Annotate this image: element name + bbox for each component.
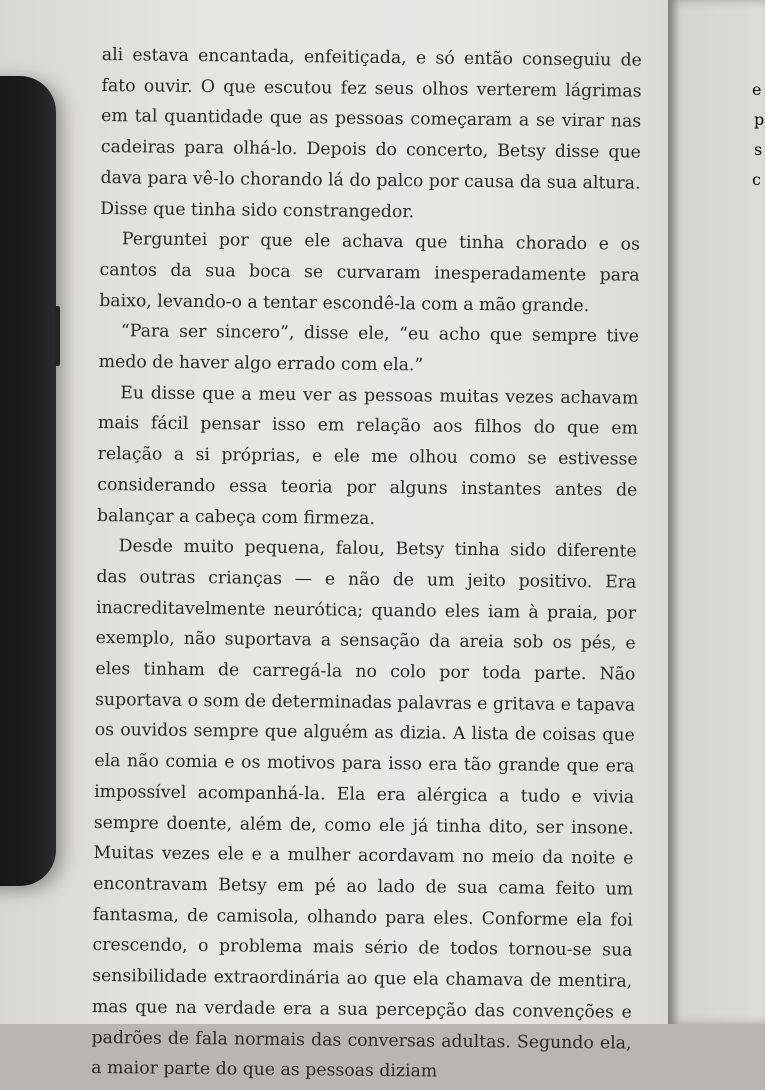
paragraph-5: Desde muito pequena, falou, Betsy tinha sido diferente das outras crianças — e não de um jeito positivo. Era inacreditavelmente neurótica; quando eles iam à praia, por exemplo, não suportava a sensação da areia sob os pés, e eles tinham de carregá-la no colo por toda parte. Não suportava o som de determinadas palavras e gritava e tapava os ouvidos sempre que alguém as dizia. A lista de coisas que ela não comia e os motivos para isso era tão grande que era impossível acompanhá-la. Ela era alérgica a tudo e vivia sempre doente, além de, como ele já tinha dito, ser insone. Muitas vezes ele e a mulher acordavam no meio da noite e encontravam Betsy em pé ao lado de sua cama feito um fantasma, de camisola, olhando para eles. Conforme ela foi crescendo, o problema mais sério de todos tornou-se sua sensibilidade extraordinária ao que ela chamava de mentira, mas que na verdade era a sua percepção das convenções e padrões de fala normais das conversas adultas. Segundo ela, a maior parte do que as pessoas diziam — [91, 536, 637, 1082]
paragraph-3: “Para ser sincero”, disse ele, “eu acho que sempre tive medo de haver algo errado com ela.” — [98, 321, 640, 376]
next-page-glyph-3: s — [754, 140, 763, 159]
next-page-glyph-1: e — [752, 80, 762, 99]
paragraph-2: Perguntei por que ele achava que tinha chorado e os cantos da sua boca se curvaram inesperadamente para baixo, levando-o a tentar escondê-la com a mão grande. — [99, 229, 640, 316]
paragraph-4: Eu disse que a meu ver as pessoas muitas vezes achavam mais fácil pensar isso em relação aos filhos do que em relação a si próprias, e ele me olhou como se estivesse considerando essa teoria por alguns instantes antes de balançar a cabeça com firmeza. — [96, 382, 639, 529]
phone-edge — [0, 76, 56, 886]
paragraph-1: ali estava encantada, enfeitiçada, e só então conseguiu de fato ouvir. O que escutou fez seus olhos verterem lágrimas em tal quantidade que as pessoas começaram a se virar nas cadeiras para olhá-lo. Depois do concerto, Betsy disse que dava para vê-lo chorando lá do palco por causa da sua altura. Disse que tinha sido constrangedor. — [100, 44, 642, 222]
next-page-glyph-4: c — [752, 170, 761, 189]
page-text — [91, 40, 642, 1090]
next-page-glyph-2: p — [754, 110, 765, 129]
phone-side-button — [54, 306, 60, 366]
book-page-right-edge — [668, 0, 765, 1024]
